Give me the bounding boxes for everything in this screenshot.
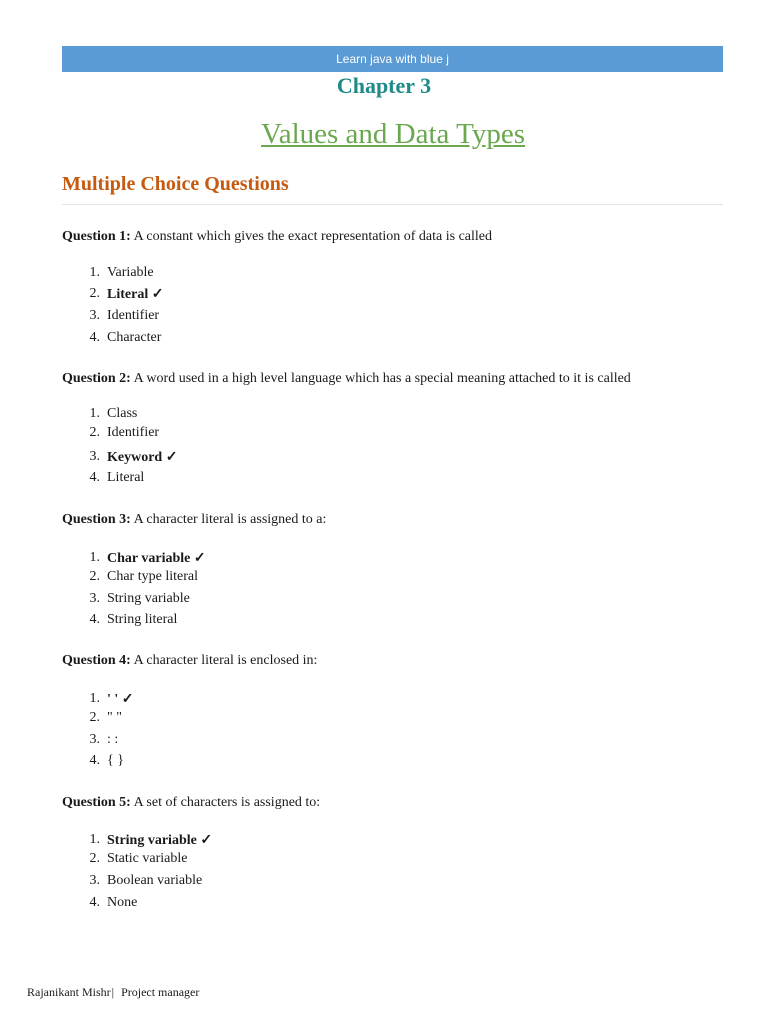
option-number: 4. <box>89 330 100 345</box>
option-text: String literal <box>107 612 178 627</box>
page-title: Values and Data Types <box>260 118 525 150</box>
chapter-heading: Chapter 3 <box>336 73 432 98</box>
option-number: 3. <box>89 308 100 323</box>
option-number: 3. <box>89 732 100 747</box>
option-text: Class <box>107 406 138 421</box>
option-number: 4. <box>89 895 100 910</box>
option-text: String variable ✓ <box>107 833 213 848</box>
section-divider <box>62 204 723 205</box>
option-text: Boolean variable <box>107 873 203 888</box>
question-text: A constant which gives the exact representation of data is called <box>133 229 493 244</box>
option-text: Literal ✓ <box>107 287 164 302</box>
option-text: String variable <box>107 591 190 606</box>
footer-author: Rajanikant Mishr <box>27 985 111 999</box>
question-text: A character literal is enclosed in: <box>133 653 318 668</box>
question-5 <box>62 795 320 811</box>
option-text: Identifier <box>107 308 160 323</box>
option-text: None <box>107 895 138 910</box>
option-number: 1. <box>89 265 100 280</box>
question-3 <box>62 512 326 528</box>
question-label: Question 1: <box>62 229 131 244</box>
option-number: 2. <box>89 710 100 725</box>
option-text: : : <box>107 732 119 747</box>
footer-role: Project manager <box>121 985 200 999</box>
option-number: 2. <box>89 425 100 440</box>
option-text: { } <box>107 753 124 768</box>
header-title: Learn java with blue j <box>336 52 449 66</box>
section-heading: Multiple Choice Questions <box>62 173 289 195</box>
option-number: 1. <box>89 691 100 706</box>
option-text: Literal <box>107 470 145 485</box>
question-1 <box>62 229 492 245</box>
option-text: Keyword ✓ <box>107 450 178 465</box>
option-text: ' ' ✓ <box>107 692 134 707</box>
option-text: Variable <box>107 265 154 280</box>
question-label: Question 3: <box>62 512 131 527</box>
option-text: Static variable <box>107 851 188 866</box>
option-number: 2. <box>89 569 100 584</box>
option-number: 4. <box>89 470 100 485</box>
footer-separator: | <box>111 985 115 999</box>
question-text: A character literal is assigned to a: <box>133 512 327 527</box>
option-number: 1. <box>89 550 100 565</box>
option-number: 1. <box>89 406 100 421</box>
option-text: Char variable ✓ <box>107 551 206 566</box>
header-bar <box>62 46 723 72</box>
option-text: Char type literal <box>107 569 198 584</box>
question-label: Question 2: <box>62 371 131 386</box>
question-label: Question 4: <box>62 653 131 668</box>
option-text: Identifier <box>107 425 160 440</box>
option-number: 3. <box>89 873 100 888</box>
option-number: 3. <box>89 591 100 606</box>
option-number: 3. <box>89 449 100 464</box>
option-number: 4. <box>89 753 100 768</box>
option-number: 1. <box>89 832 100 847</box>
question-text: A word used in a high level language which has a special meaning attached to it is called <box>133 371 631 386</box>
option-number: 2. <box>89 286 100 301</box>
question-label: Question 5: <box>62 795 131 810</box>
option-text: " " <box>107 710 122 725</box>
option-text: Character <box>107 330 162 345</box>
question-4 <box>62 653 317 669</box>
option-number: 4. <box>89 612 100 627</box>
option-number: 2. <box>89 851 100 866</box>
question-text: A set of characters is assigned to: <box>133 795 321 810</box>
page-footer <box>27 985 199 1000</box>
question-2 <box>62 371 631 387</box>
